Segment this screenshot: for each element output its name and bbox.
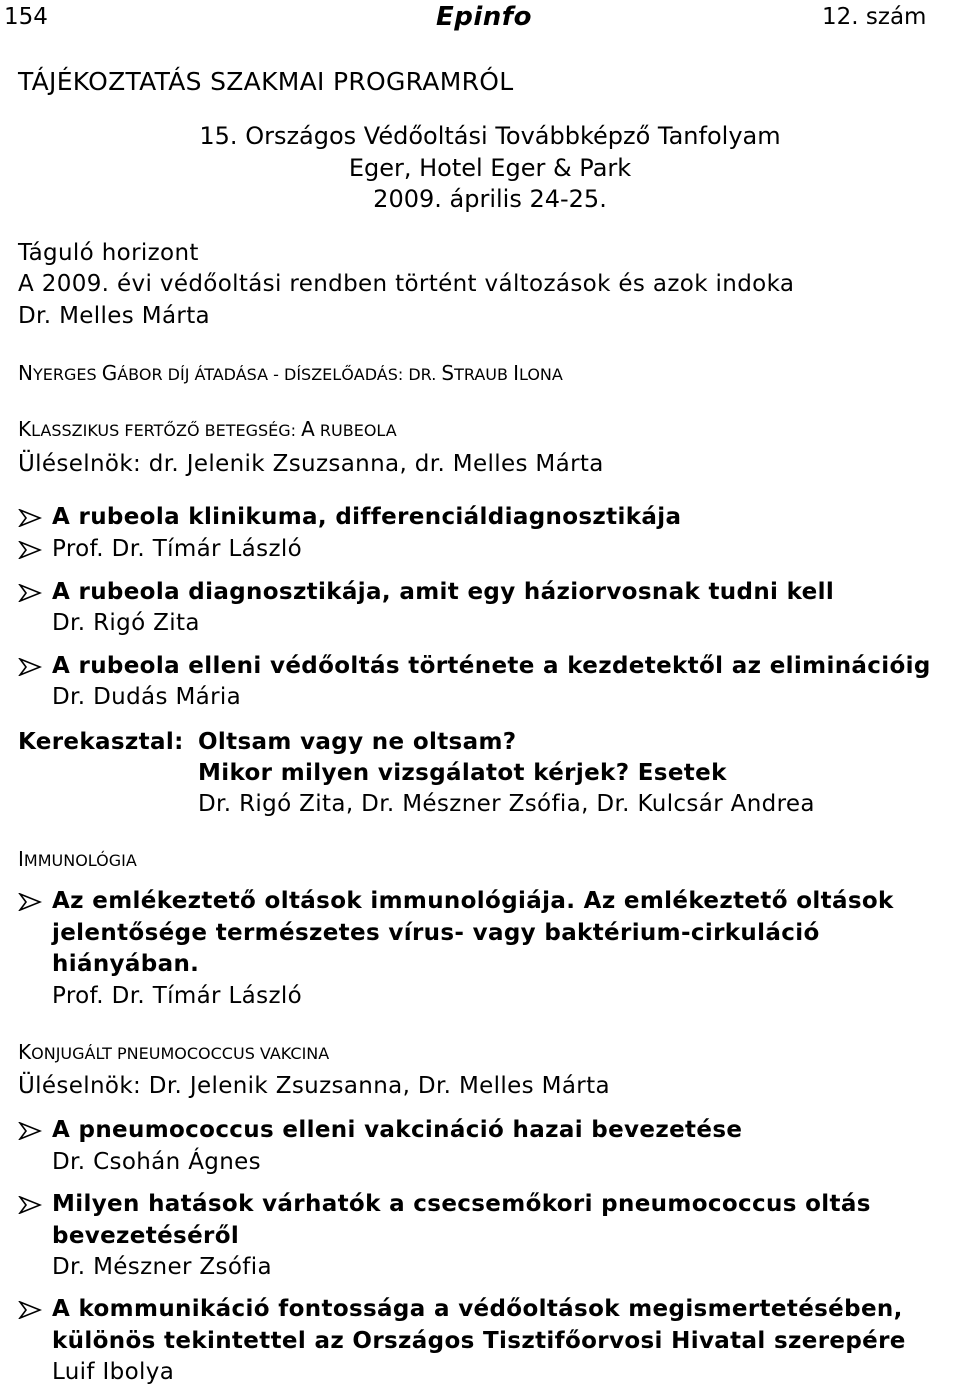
talk-speaker: Dr. Dudás Mária: [52, 684, 242, 710]
arrow-bullet-icon: [18, 584, 44, 604]
talk-title: A rubeola klinikuma, differenciáldiagnosztikája: [52, 504, 682, 530]
talk-title: hiányában.: [52, 951, 200, 977]
page-number: 154: [4, 4, 48, 30]
intro-talk: A 2009. évi védőoltási rendben történt változások és azok indoka: [18, 271, 795, 297]
talk-title: jelentősége természetes vírus- vagy baktérium-cirkuláció: [52, 920, 820, 946]
arrow-bullet-icon: [18, 893, 44, 913]
talk-speaker: Prof. Dr. Tímár László: [52, 983, 303, 1009]
section3-chairs: Üléselnök: Dr. Jelenik Zsuzsanna, Dr. Melles Márta: [18, 1073, 610, 1099]
section-heading-part: A: [301, 417, 315, 441]
arrow-bullet-icon: [18, 658, 44, 678]
section-heading-immunologia: [18, 848, 137, 871]
talk-speaker: Dr. Csohán Ágnes: [52, 1149, 261, 1175]
talk-speaker: Prof. Dr. Tímár László: [52, 536, 303, 562]
award-heading-part: LONA: [518, 365, 563, 384]
talk-title: bevezetéséről: [52, 1223, 240, 1249]
talk-title: különös tekintettel az Országos Tisztifőorvosi Hivatal szerepére: [52, 1328, 906, 1354]
section1-chairs: Üléselnök: dr. Jelenik Zsuzsanna, dr. Melles Márta: [18, 451, 604, 477]
arrow-bullet-icon: [18, 541, 44, 561]
roundtable-topic: Mikor milyen vizsgálatot kérjek? Esetek: [198, 760, 727, 786]
award-heading-part: N: [18, 361, 33, 385]
talk-title: A kommunikáció fontossága a védőoltások megismertetésében,: [52, 1296, 903, 1322]
section-heading-part: LASSZIKUS FERTŐZŐ BETEGSÉG:: [31, 421, 302, 440]
talk-title: A rubeola elleni védőoltás története a kezdetektől az eliminációig: [52, 653, 931, 679]
section-heading-part: RUBEOLA: [314, 421, 397, 440]
section-heading-part: I: [18, 847, 24, 871]
award-heading-part: YERGES: [32, 365, 102, 384]
roundtable-speakers: Dr. Rigó Zita, Dr. Mészner Zsófia, Dr. Kulcsár Andrea: [198, 791, 815, 817]
talk-speaker: Luif Ibolya: [52, 1359, 175, 1385]
arrow-bullet-icon: [18, 1122, 44, 1142]
event-name: 15. Országos Védőoltási Továbbképző Tanfolyam: [199, 122, 781, 150]
section-heading-part: K: [18, 417, 32, 441]
epinfo-logo: Epinfo: [436, 2, 532, 32]
award-heading-part: TRAUB: [454, 365, 514, 384]
intro-heading: Táguló horizont: [18, 240, 199, 266]
award-heading: [18, 362, 563, 385]
award-heading-part: I: [513, 361, 519, 385]
talk-speaker: Dr. Rigó Zita: [52, 610, 200, 636]
award-heading-part: ÁBOR DÍJ ÁTADÁSA - DÍSZELŐADÁS: DR.: [117, 365, 442, 384]
award-heading-part: S: [441, 361, 455, 385]
arrow-bullet-icon: [18, 1301, 44, 1321]
event-venue: Eger, Hotel Eger & Park: [348, 154, 632, 182]
talk-speaker: Dr. Mészner Zsófia: [52, 1254, 272, 1280]
roundtable-topic: Oltsam vagy ne oltsam?: [198, 729, 517, 755]
page-title: TÁJÉKOZTATÁS SZAKMAI PROGRAMRÓL: [18, 67, 514, 96]
award-heading-part: G: [101, 361, 118, 385]
arrow-bullet-icon: [18, 509, 44, 529]
talk-title: A pneumococcus elleni vakcináció hazai bevezetése: [52, 1117, 743, 1143]
talk-title: Milyen hatások várhatók a csecsemőkori pneumococcus oltás: [52, 1191, 871, 1217]
arrow-bullet-icon: [18, 1196, 44, 1216]
section-heading-part: ONJUGÁLT PNEUMOCOCCUS VAKCINA: [31, 1044, 330, 1063]
talk-title: A rubeola diagnosztikája, amit egy háziorvosnak tudni kell: [52, 579, 835, 605]
section-heading-part: K: [18, 1040, 32, 1064]
event-date: 2009. április 24-25.: [373, 185, 607, 213]
section-heading-part: MMUNOLÓGIA: [23, 851, 137, 870]
issue-number: 12. szám: [822, 4, 927, 30]
roundtable-label: Kerekasztal:: [18, 729, 184, 755]
intro-speaker: Dr. Melles Márta: [18, 303, 211, 329]
section-heading-pneumococcus: [18, 1041, 329, 1064]
talk-title: Az emlékeztető oltások immunológiája. Az emlékeztető oltások: [52, 888, 894, 914]
section-heading-rubeola: [18, 418, 397, 441]
